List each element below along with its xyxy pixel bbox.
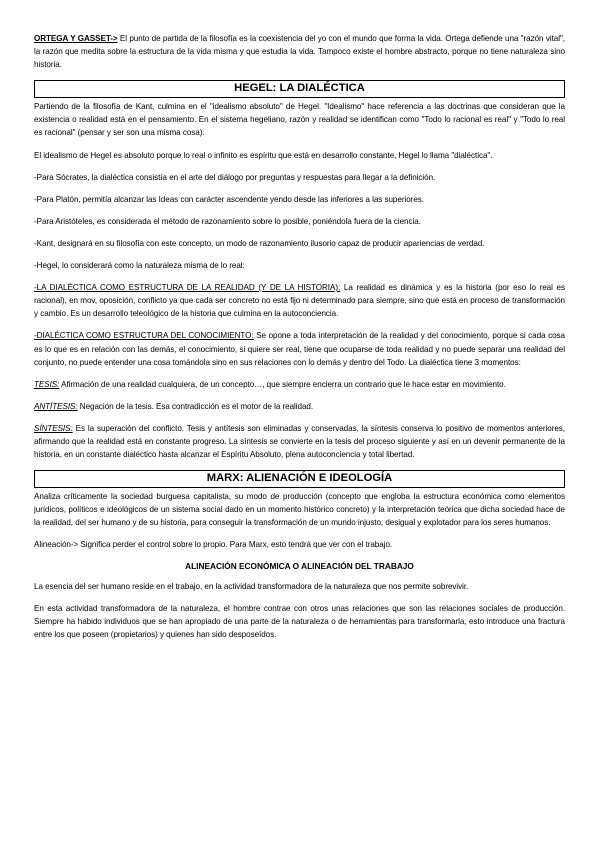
kant-paragraph: -Kant, designará en su filosofía con este concepto, un modo de razonamiento ilusorio capaz de producir apariencias de verdad. <box>34 238 485 248</box>
ortega-paragraph <box>34 32 565 71</box>
sintesis-paragraph <box>34 422 565 461</box>
realidad-label: -LA DIALÉCTICA COMO ESTRUCTURA DE LA REALIDAD (Y DE LA HISTORIA): <box>34 283 341 293</box>
ortega-label: ORTEGA Y GASSET-> <box>34 34 118 43</box>
marx-paragraph-4: En esta actividad transformadora de la naturaleza, el hombre contrae con otros unas relaciones que son las relaciones sociales de producción. Siempre ha habido individuos que se han apropiado de una parte de la naturaleza o de herramientas para transformarla, esto introduce una fractura entre los que poseen (propietarios) y quienes han sido desposeídos. <box>34 603 565 639</box>
marx-heading: MARX: ALIENACIÓN E IDEOLOGÍA <box>34 470 565 488</box>
hegel-paragraph-2: El idealismo de Hegel es absoluto porque lo real o infinito es espíritu que está en desarrollo constante, Hegel lo llama "dialéctica". <box>34 150 493 160</box>
marx-paragraph-1: Analiza críticamente la sociedad burguesa capitalista, su modo de producción (concepto que engloba la estructura económica como elementos jurídicos, políticos e ideológicos de un sistema social dado en un momento histórico concreto) y la interpretación teórica que dicha sociedad hace de la realidad, del ser humano y de su historia, para conseguir la transformación de un mundo injusto, desigual y explotador para los seres humanos. <box>34 492 565 528</box>
sintesis-label: SÍNTESIS: <box>34 423 73 433</box>
conocimiento-text: Se opone a toda interpretación de la realidad y del conocimiento, porque si cada cosa es lo que es en relación con las demás, el conocimiento, si quiere ser real, tiene que ocuparse de toda realidad y no puede separar una realidad del conjunto, no puede entender una cosa tomándola sino en sus relaciones con lo demás y dentro del Todo. La dialéctica tiene 3 momentos: <box>34 331 566 367</box>
hegel-paragraph-1: Partiendo de la filosofía de Kant, culmina en el "idealismo absoluto" de Hegel. "Idealismo" hace referencia a las doctrinas que consideran que la existencia o realidad está en el pensamiento. En el sistema hegeliano, razón y realidad se identifican como "Todo lo racional es real" y "Todo lo real es racional" (pensar y ser son una misma cosa). <box>34 102 565 138</box>
antitesis-label: ANTÍTESIS: <box>34 401 78 411</box>
sintesis-text: Es la superación del conflicto. Tesis y antítesis son eliminadas y conservadas, la síntesis conserva lo positivo de momentos anteriores, afirmando que la realidad está en constante progreso. La síntesis se convierte en la tesis del proceso siguiente y así en un devenir permanente de la historia, en un constante dialéctico hasta alcanzar el Espíritu Absoluto, plena autoconciencia y total libertad. <box>34 423 565 460</box>
antitesis-text: Negación de la tesis. Esa contradicción es el motor de la realidad. <box>77 401 314 411</box>
marx-paragraph-3: La esencia del ser humano reside en el trabajo, en la actividad transformadora de la naturaleza que nos permite sobrevivir. <box>34 581 469 591</box>
socrates-paragraph: -Para Sócrates, la dialéctica consistía en el arte del diálogo por preguntas y respuestas para llegar a la definición. <box>34 172 436 182</box>
conocimiento-paragraph <box>34 329 565 368</box>
platon-paragraph: -Para Platón, permitía alcanzar las Ideas con carácter ascendente yendo desde las inferiores a las superiores. <box>34 194 424 204</box>
realidad-paragraph <box>34 281 565 320</box>
tesis-text: Afirmación de una realidad cualquiera, de un concepto…, que siempre encierra un contrario que le hace estar en movimiento. <box>59 379 506 389</box>
realidad-text: La realidad es dinámica y es la historia (por eso lo real es racional), en mov, oposición, conflicto ya que cada ser concreto no está fijo ni determinado para siempre, sino que está en proceso de transformación y cambio. Es un desarrollo teleológico de la historia que culmina en la autoconciencia. <box>34 283 566 319</box>
hegel-intro-paragraph: -Hegel, lo considerará como la naturaleza misma de lo real: <box>34 261 245 271</box>
marx-paragraph-2: Alineación-> Significa perder el control sobre lo propio. Para Marx, esto tendrá que ver con el trabajo. <box>34 540 393 550</box>
tesis-paragraph <box>34 378 565 391</box>
conocimiento-label: -DIALÉCTICA COMO ESTRUCTURA DEL CONOCIMIENTO: <box>34 331 254 341</box>
alienacion-subheading: ALINEACIÓN ECONÓMICA O ALINEACIÓN DEL TRABAJO <box>185 560 414 571</box>
hegel-heading: HEGEL: LA DIALÉCTICA <box>34 80 565 98</box>
antitesis-paragraph <box>34 400 565 413</box>
ortega-text: El punto de partida de la filosofía es la coexistencia del yo con el mundo que forma la vida. Ortega defiende una "razón vital", la razón que medita sobre la estructura de la vida misma y que estudia la vida. Tampoco existe el hombre abstracto, porque no tiene naturaleza sino historia. <box>34 34 565 70</box>
aristoteles-paragraph: -Para Aristóteles, es considerada el método de razonamiento sobre lo posible, poniéndola fuera de la ciencia. <box>34 216 421 226</box>
tesis-label: TESIS: <box>34 379 60 389</box>
